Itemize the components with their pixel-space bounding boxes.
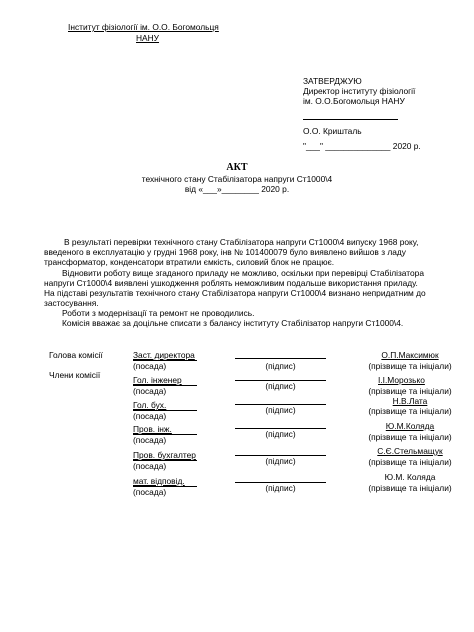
member-name: О.П.Максимюк [381, 350, 439, 360]
approval-date: "___" ______________ 2020 р. [303, 141, 421, 151]
text-line: Комісія вважає за доцільне списати з балансу інституту Стабілізатор напруги Ст1000\4. [62, 318, 404, 328]
member-position: мат. відповід. [133, 476, 185, 486]
member-position: Гол. інженер [133, 375, 182, 385]
act-title: АКТ [226, 162, 248, 173]
member-name: Ю.М.Коляда [385, 421, 435, 431]
member-position: Пров. бухгалтер [133, 450, 196, 460]
approval-signature-line [303, 119, 398, 120]
paragraph-conclusion [44, 288, 444, 308]
text-line: трансформатор, конденсатори втратили ємкість, силовий блок не працює. [44, 257, 335, 267]
position-caption: (посада) [133, 487, 167, 497]
paragraph-inspection [44, 237, 444, 267]
name-caption: (прізвище та ініціали) [368, 386, 452, 396]
act-date: від «___»________ 2020 р. [184, 184, 290, 194]
approval-name: О.О. Кришталь [303, 126, 362, 136]
paragraph-repairs [44, 308, 444, 318]
position-caption: (посада) [133, 411, 167, 421]
name-caption: (прізвище та ініціали) [368, 432, 452, 442]
institute-name-line2: НАНУ [136, 33, 160, 43]
signature-caption: (підпис) [265, 405, 296, 415]
name-caption: (прізвище та ініціали) [368, 361, 452, 371]
signature-caption: (підпис) [265, 483, 296, 493]
text-line: Відновити роботу вище згаданого приладу не можливо, оскільки при перевірці Стабілізатора [62, 268, 424, 278]
paragraph-decision [44, 318, 444, 328]
paragraph-restoration [44, 268, 444, 288]
approval-title: ЗАТВЕРДЖУЮ [303, 76, 362, 86]
approval-position-line1: Директор інституту фізіології [303, 86, 416, 96]
signature-caption: (підпис) [265, 381, 296, 391]
member-name: І.І.Морозько [378, 375, 425, 385]
signature-caption: (підпис) [265, 361, 296, 371]
name-caption: (прізвище та ініціали) [368, 457, 452, 467]
signature-caption: (підпис) [265, 429, 296, 439]
signature-line [235, 358, 326, 359]
institute-name: Інститут фізіології ім. О.О. Богомольця [68, 22, 219, 32]
position-caption: (посада) [133, 435, 167, 445]
position-caption: (посада) [133, 361, 167, 371]
member-name: Ю.М. Коляда [384, 472, 436, 482]
member-name: Н.В.Лата [392, 396, 428, 406]
name-caption: (прізвище та ініціали) [368, 483, 452, 493]
act-subtitle: технічного стану Стабілізатора напруги Ст1000\4 [141, 174, 333, 184]
text-line: Роботи з модернізації та ремонт не проводились. [62, 308, 255, 318]
approval-position-line2: ім. О.О.Богомольця НАНУ [303, 96, 405, 106]
member-position: Пров. інж. [133, 424, 172, 434]
text-line: введеного в експлуатацію у грудні 1968 року, інв № 101400079 було виявлено вийшов з ладу [44, 247, 406, 257]
member-position: Заст. директора [133, 350, 195, 360]
member-position: Гол. бух. [133, 400, 167, 410]
commission-head-label: Голова комісії [49, 350, 103, 360]
text-line: В результаті перевірки технічного стану Стабілізатора напруги Ст1000\4 випуску 1968 року, [64, 237, 419, 247]
position-caption: (посада) [133, 461, 167, 471]
member-name: С.Є.Стельмащук [377, 446, 443, 456]
name-caption: (прізвище та ініціали) [368, 406, 452, 416]
text-line: напруги Ст1000\4 виявлені ушкодження роблять неможливим подальше використання приладу. [44, 278, 418, 288]
text-line: На підставі результатів технічного стану Стабілізатора напруги Ст1000\4 визнано непридатним до [44, 288, 426, 298]
signature-caption: (підпис) [265, 456, 296, 466]
position-caption: (посада) [133, 386, 167, 396]
text-line: застосування. [44, 298, 99, 308]
commission-members-label: Члени комісії [49, 370, 101, 380]
